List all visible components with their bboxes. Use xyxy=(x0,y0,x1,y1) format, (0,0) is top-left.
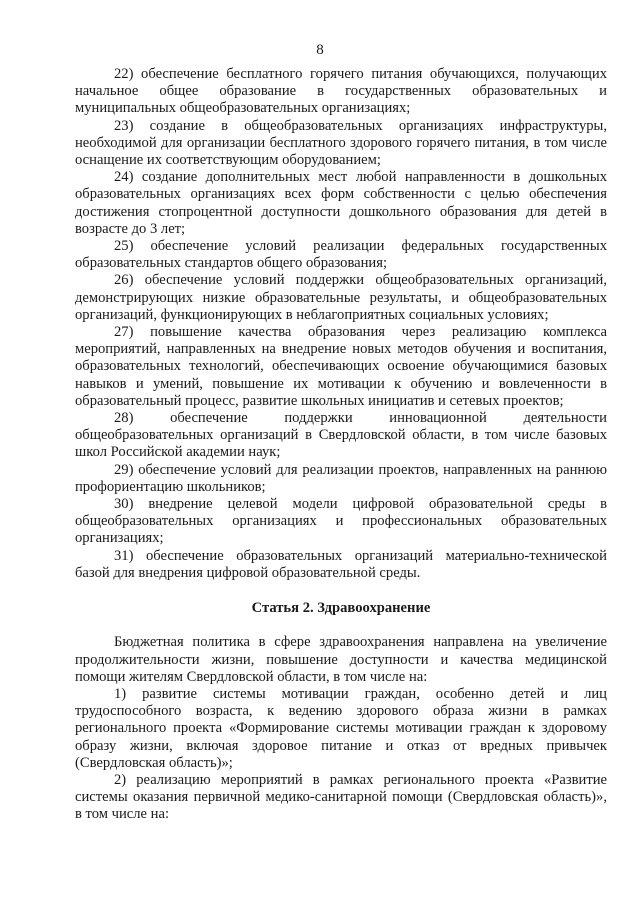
list-item-27: 27) повышение качества образования через реализацию комплекса мероприятий, направленных на внедрение новых методов обучения и воспитания, образовательных технологий, обеспечивающих освоение обучающимися базовых навыков и умений, повышение их мотивации к обучению и вовлеченности в образовательный процесс, развитие школьных инициатив и сетевых проектов; xyxy=(75,324,607,409)
list-item-26: 26) обеспечение условий поддержки общеобразовательных организаций, демонстрирующих низкие образовательные результаты, и общеобразовательных организаций, функционирующих в неблагоприятных социальных условиях; xyxy=(75,272,607,323)
list-item-24: 24) создание дополнительных мест любой направленности в дошкольных образовательных организациях всех форм собственности с целью обеспечения достижения стопроцентной доступности дошкольного образования для детей в возрасте до 3 лет; xyxy=(75,169,607,237)
health-list-item-2: 2) реализацию мероприятий в рамках регионального проекта «Развитие системы оказания первичной медико-санитарной помощи (Свердловская область)», в том числе на: xyxy=(75,771,607,823)
health-list-item-1: 1) развитие системы мотивации граждан, особенно детей и лиц трудоспособного возраста, к ведению здорового образа жизни в рамках регионального проекта «Формирование системы мотивации граждан к здоровому образу жизни, включая здоровое питание и отказ от вредных привычек (Свердловская область)»; xyxy=(75,685,607,771)
section-intro: Бюджетная политика в сфере здравоохранения направлена на увеличение продолжительности жизни, повышение доступности и качества медицинской помощи жителям Свердловской области, в том числе на: xyxy=(75,634,607,685)
section-heading: Статья 2. Здравоохранение xyxy=(251,600,431,617)
list-item-23: 23) создание в общеобразовательных организациях инфраструктуры, необходимой для организации бесплатного здорового горячего питания, в том числе оснащение их соответствующим оборудованием; xyxy=(75,117,607,169)
page-number: 8 xyxy=(316,42,324,58)
list-item-29: 29) обеспечение условий для реализации проектов, направленных на раннюю профориентацию школьников; xyxy=(75,461,607,495)
list-item-31: 31) обеспечение образовательных организаций материально-технической базой для внедрения цифровой образовательной среды. xyxy=(75,547,607,581)
document-body xyxy=(75,66,607,824)
list-item-30: 30) внедрение целевой модели цифровой образовательной среды в общеобразовательных организациях и профессиональных образовательных организациях; xyxy=(75,496,607,547)
list-item-28: 28) обеспечение поддержки инновационной деятельности общеобразовательных организаций в Свердловской области, в том числе базовых школ Российской академии наук; xyxy=(75,410,607,461)
list-item-22: 22) обеспечение бесплатного горячего питания обучающихся, получающих начальное общее образование в государственных образовательных и муниципальных общеобразовательных организациях; xyxy=(75,66,607,117)
list-item-25: 25) обеспечение условий реализации федеральных государственных образовательных стандартов общего образования; xyxy=(75,238,607,272)
